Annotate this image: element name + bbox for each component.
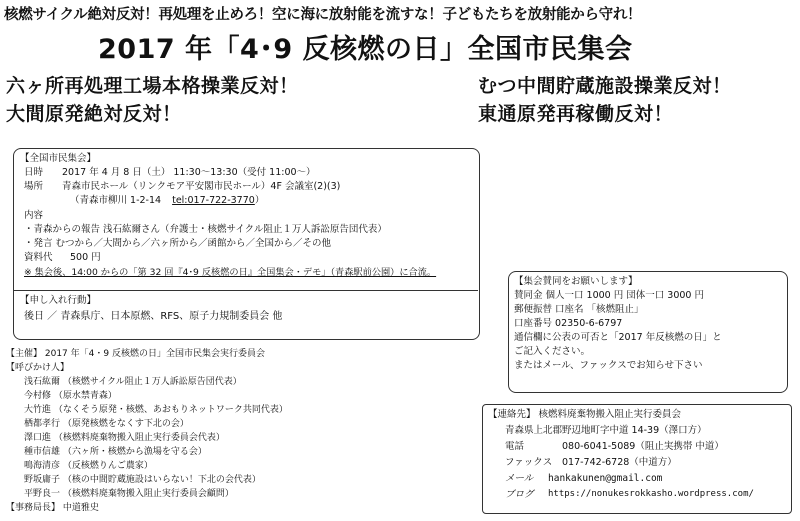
donation-line: 通信欄に公表の可否と「2017 年反核燃の日」と (514, 332, 722, 343)
address-text: （青森市柳川 1-2-14 (70, 195, 162, 206)
demand-right-1: むつ中間貯蔵施設操業反対！ (478, 75, 732, 97)
callers-heading: 【呼びかけ人】 (6, 363, 70, 373)
caller-item: 栖都孝行 （原発核燃をなくす下北の会） (24, 419, 189, 429)
rally-note: ※ 集会後、14:00 からの「第 32 回『4･9 反核燃の日』全国集会・デモ」（青森駅前公園）に合流。 (24, 267, 437, 278)
date-value: 2017 年 4 月 8 日（土） 11:30～13:30（受付 11:00～） (62, 167, 316, 178)
blog-label: ブログ (505, 489, 534, 500)
donation-line: 郵便振替 口座名 「核燃阻止」 (514, 304, 644, 315)
demand-left-1: 六ヶ所再処理工場本格操業反対！ (6, 75, 299, 97)
demand-left-2: 大間原発絶対反対！ (6, 103, 182, 125)
donation-line: またはメール、ファックスでお知らせ下さい (514, 360, 703, 371)
donation-text (514, 275, 722, 373)
content-label: 内容 (24, 210, 44, 221)
address-line (70, 194, 264, 208)
donation-heading: 【集会賛同をお願いします】 (514, 276, 638, 287)
organizers (6, 348, 288, 516)
divider (14, 290, 478, 291)
slogan-line: 核燃サイクル絶対反対！再処理を止めろ！空に海に放射能を流すな！子どもたちを放射能から守れ！ (4, 7, 642, 23)
mail-link[interactable]: hankakunen@gmail.com (548, 473, 663, 484)
caller-item: 今村修 （原水禁青森） (24, 391, 117, 401)
contact-address: 青森県上北郡野辺地町字中道 14-39（澤口方） (505, 425, 707, 436)
content-line-2: ・発言 むつから／大間から／六ヶ所から／函館から／全国から／その他 (24, 238, 332, 249)
blog-link[interactable]: https://nonukesrokkasho.wordpress.com/ (548, 489, 754, 499)
caller-item: 野坂庸子 （核の中間貯蔵施設はいらない！下北の会代表） (24, 475, 261, 485)
fax-value: 017-742-6728（中道方） (562, 457, 677, 468)
page-title: 2017 年「4･9 反核燃の日」全国市民集会 (98, 34, 633, 65)
request-line: 後日 ／ 青森県庁、日本原燃、RFS、原子力規制委員会 他 (24, 311, 283, 322)
demand-right-2: 東通原発再稼働反対！ (478, 103, 674, 125)
caller-item: 平野良一 （核燃料廃棄物搬入阻止実行委員会顧問） (24, 489, 234, 499)
mail-label: メール (505, 473, 534, 484)
fee-label: 資料代 (24, 252, 53, 263)
donation-line: ご記入ください。 (514, 346, 591, 357)
fee-value: 500 円 (70, 252, 101, 263)
tel-link[interactable]: tel:017-722-3770 (172, 195, 255, 206)
content-line-1: ・青森からの報告 浅石紘爾さん（弁護士・核燃サイクル阻止１万人訴訟原告団代表） (24, 224, 387, 235)
donation-line: 賛同金 個人一口 1000 円 団体一口 3000 円 (514, 290, 704, 301)
request-heading: 【申し入れ行動】 (20, 295, 97, 306)
caller-item: 鳴海清彦 （反核燃りんご農家） (24, 461, 153, 471)
host-line: 【主催】 2017 年「4・9 反核燃の日」全国市民集会実行委員会 (6, 349, 265, 359)
caller-item: 大竹進 （なくそう原発・核燃、あおもりネットワーク共同代表） (24, 405, 288, 415)
donation-line: 口座番号 02350-6-6797 (514, 318, 623, 329)
date-label: 日時 (24, 167, 44, 178)
secretary-line: 【事務局長】 中道雅史 (6, 503, 99, 513)
phone-label: 電話 (505, 441, 525, 452)
caller-item: 浅石紘爾 （核燃サイクル阻止１万人訴訟原告団代表） (24, 377, 242, 387)
address-close: ） (254, 195, 265, 206)
place-value: 青森市民ホール（リンクモア平安閣市民ホール）4F 会議室(2)(3) (62, 181, 341, 192)
caller-item: 澤口進 （核燃料廃棄物搬入阻止実行委員会代表） (24, 433, 225, 443)
rally-heading: 【全国市民集会】 (20, 153, 97, 164)
phone-value: 080-6041-5089（阻止実携帯 中道） (562, 441, 724, 452)
fax-label: ファックス (505, 457, 553, 468)
contact-heading: 【連絡先】 核燃料廃棄物搬入阻止実行委員会 (488, 409, 682, 420)
place-label: 場所 (24, 181, 44, 192)
caller-item: 種市信雄 （六ヶ所・核燃から漁場を守る会） (24, 447, 207, 457)
